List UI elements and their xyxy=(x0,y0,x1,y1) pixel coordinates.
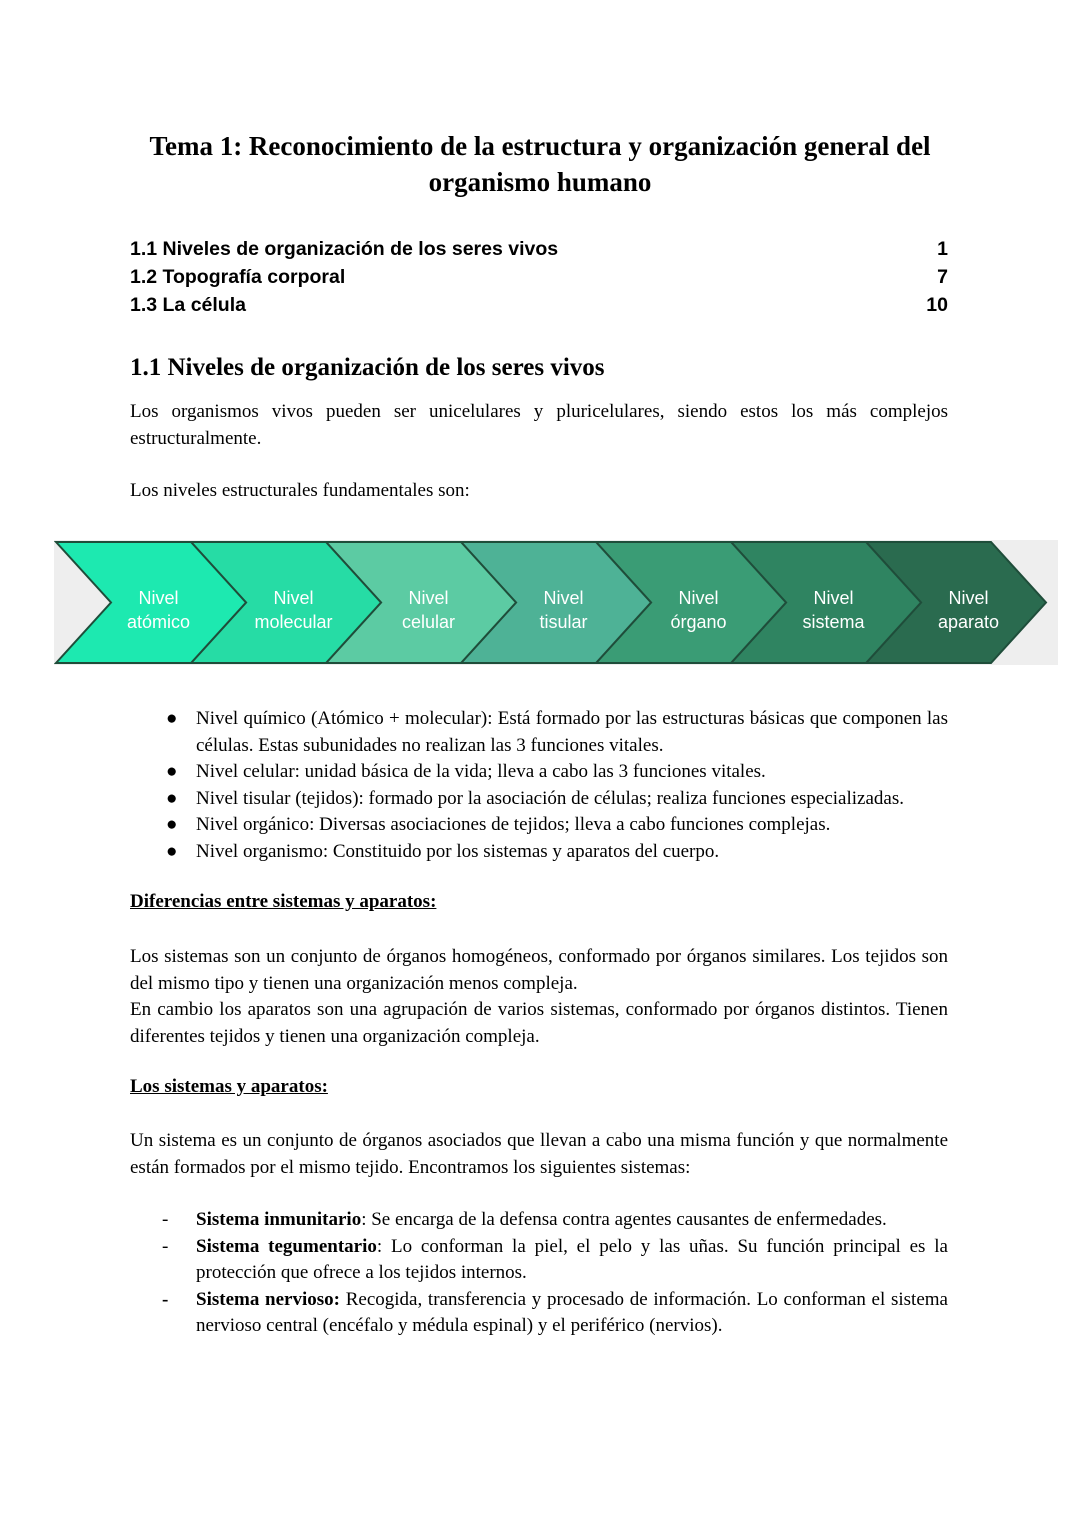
list-item xyxy=(130,839,948,866)
system-desc: : Lo conforman la piel, el pelo y las uñas. Su función principal es la protección que ofrece a los tejidos internos. xyxy=(196,1235,948,1283)
toc-label: 1.2 Topografía corporal xyxy=(130,266,346,288)
list-item-text: Nivel organismo: Constituido por los sistemas y aparatos del cuerpo. xyxy=(196,840,720,862)
level-label: Nivel xyxy=(273,588,314,608)
list-item xyxy=(130,706,948,759)
toc-page: 7 xyxy=(937,266,948,288)
levels-diagram xyxy=(54,540,1058,665)
level-label: molecular xyxy=(254,612,333,632)
bullet-icon: ● xyxy=(166,761,178,782)
level-label: aparato xyxy=(937,612,1000,632)
differences-paragraph-2: En cambio los aparatos son una agrupación de varios sistemas, conformado por órganos distintos. Tienen diferentes tejidos y tienen una organización compleja. xyxy=(130,999,948,1047)
system-desc: Recogida, transferencia y procesado de información. Lo conforman el sistema nervioso central (encéfalo y médula espinal) y el periférico (nervios). xyxy=(196,1288,948,1336)
title-line-1: Tema 1: Reconocimiento de la estructura y organización general del xyxy=(149,131,931,161)
system-name: Sistema inmunitario xyxy=(196,1209,362,1230)
list-item xyxy=(130,759,948,786)
toc-entry[interactable] xyxy=(130,266,948,294)
level-label: órgano xyxy=(670,612,727,632)
level-label: Nivel xyxy=(408,588,449,608)
level-label: Nivel xyxy=(948,588,989,608)
list-item xyxy=(130,786,948,813)
document-title xyxy=(130,128,950,200)
toc-page: 1 xyxy=(937,238,948,260)
systems-heading: Los sistemas y aparatos: xyxy=(130,1076,328,1097)
list-item-text: Nivel celular: unidad básica de la vida; lleva a cabo las 3 funciones vitales. xyxy=(196,761,766,782)
level-label: Nivel xyxy=(543,588,584,608)
bullet-icon: ● xyxy=(166,814,178,835)
levels-list xyxy=(130,706,948,865)
list-item xyxy=(130,1207,948,1234)
dash-icon: - xyxy=(162,1235,169,1257)
level-label: sistema xyxy=(802,612,865,632)
differences-paragraph-1: Los sistemas son un conjunto de órganos homogéneos, conformado por órganos similares. Los tejidos son del mismo tipo y tienen una organización menos compleja. xyxy=(130,946,948,994)
intro-paragraph: Los organismos vivos pueden ser unicelulares y pluricelulares, siendo estos los más complejos estructuralmente. xyxy=(130,401,948,449)
section-heading: 1.1 Niveles de organización de los seres vivos xyxy=(130,354,605,381)
list-item xyxy=(130,1287,948,1340)
systems-paragraph: Un sistema es un conjunto de órganos asociados que llevan a cabo una misma función y que normalmente están formados por el mismo tejido. Encontramos los siguientes sistemas: xyxy=(130,1130,948,1178)
toc-label: 1.3 La célula xyxy=(130,294,246,316)
toc-entry[interactable] xyxy=(130,294,948,322)
list-item-text: Nivel orgánico: Diversas asociaciones de tejidos; lleva a cabo funciones complejas. xyxy=(196,814,831,835)
bullet-icon: ● xyxy=(166,708,178,729)
systems-list xyxy=(130,1207,948,1340)
list-item-text: Nivel tisular (tejidos): formado por la asociación de células; realiza funciones especializadas. xyxy=(196,787,904,809)
dash-icon: - xyxy=(162,1288,169,1310)
level-label: Nivel xyxy=(678,588,719,608)
differences-heading: Diferencias entre sistemas y aparatos: xyxy=(130,891,437,912)
dash-icon: - xyxy=(162,1209,169,1230)
title-line-2: organismo humano xyxy=(428,167,652,197)
level-label: celular xyxy=(401,612,456,632)
level-label: Nivel xyxy=(813,588,854,608)
toc-page: 10 xyxy=(926,294,948,316)
toc-entry[interactable] xyxy=(130,238,948,266)
level-label: atómico xyxy=(126,612,191,632)
list-item-text: Nivel químico (Atómico + molecular): Está formado por las estructuras básicas que componen las células. Estas subunidades no realizan las 3 funciones vitales. xyxy=(196,708,948,756)
system-name: Sistema nervioso: xyxy=(196,1288,340,1310)
bullet-icon: ● xyxy=(166,787,178,809)
levels-intro: Los niveles estructurales fundamentales son: xyxy=(130,480,470,501)
system-desc: : Se encarga de la defensa contra agentes causantes de enfermedades. xyxy=(361,1209,887,1230)
system-name: Sistema tegumentario xyxy=(196,1235,377,1257)
bullet-icon: ● xyxy=(166,840,178,862)
levels-chevron-svg xyxy=(54,540,1058,665)
list-item xyxy=(130,812,948,839)
level-label: Nivel xyxy=(138,588,179,608)
list-item xyxy=(130,1234,948,1287)
level-label: tisular xyxy=(539,612,588,632)
toc-label: 1.1 Niveles de organización de los seres vivos xyxy=(130,238,559,260)
